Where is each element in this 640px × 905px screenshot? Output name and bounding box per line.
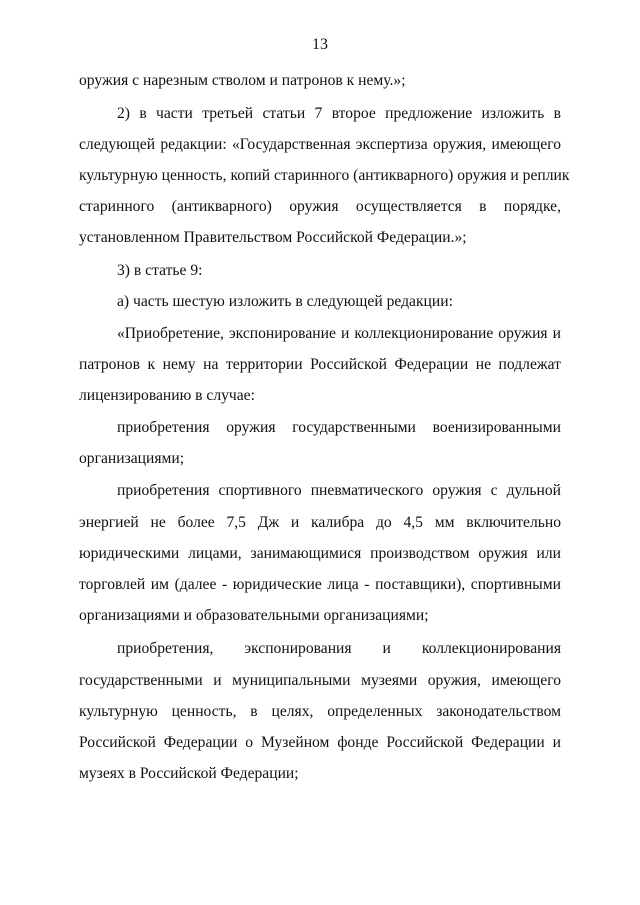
text-line: следующей редакции: «Государственная экспертиза оружия, имеющего (79, 136, 561, 153)
text-line: приобретения оружия государственными военизированными (117, 419, 561, 436)
text-line: организациями; (79, 450, 185, 467)
text-line: 3) в статье 9: (117, 262, 203, 279)
text-line: установленном Правительством Российской Федерации.»; (79, 229, 467, 246)
text-line: организациями и образовательными организациями; (79, 607, 429, 624)
text-line: Российской Федерации о Музейном фонде Российской Федерации и (79, 734, 561, 751)
text-line: 2) в части третьей статьи 7 второе предложение изложить в (117, 105, 561, 122)
text-line: приобретения, экспонирования и коллекционирования (117, 640, 561, 657)
text-line: старинного (антикварного) оружия осуществляется в порядке, (79, 198, 561, 215)
text-line: юридическими лицами, занимающимися производством оружия или (79, 545, 561, 562)
text-line: оружия с нарезным стволом и патронов к нему.»; (79, 72, 406, 89)
text-line: государственными и муниципальными музеями оружия, имеющего (79, 672, 561, 689)
text-line: музеях в Российской Федерации; (79, 765, 299, 782)
page-number: 13 (312, 36, 328, 53)
text-line: «Приобретение, экспонирование и коллекционирование оружия и (117, 325, 561, 342)
text-line: лицензированию в случае: (79, 387, 255, 404)
text-line: культурную ценность, в целях, определенных законодательством (79, 703, 561, 720)
text-line: культурную ценность, копий старинного (антикварного) оружия и реплик (79, 167, 570, 184)
text-line: энергией не более 7,5 Дж и калибра до 4,5 мм включительно (79, 514, 561, 531)
text-line: патронов к нему на территории Российской Федерации не подлежат (79, 356, 561, 373)
text-line: а) часть шестую изложить в следующей редакции: (117, 293, 453, 310)
text-line: торговлей им (далее - юридические лица - поставщики), спортивными (79, 576, 561, 593)
text-line: приобретения спортивного пневматического оружия с дульной (117, 482, 561, 499)
